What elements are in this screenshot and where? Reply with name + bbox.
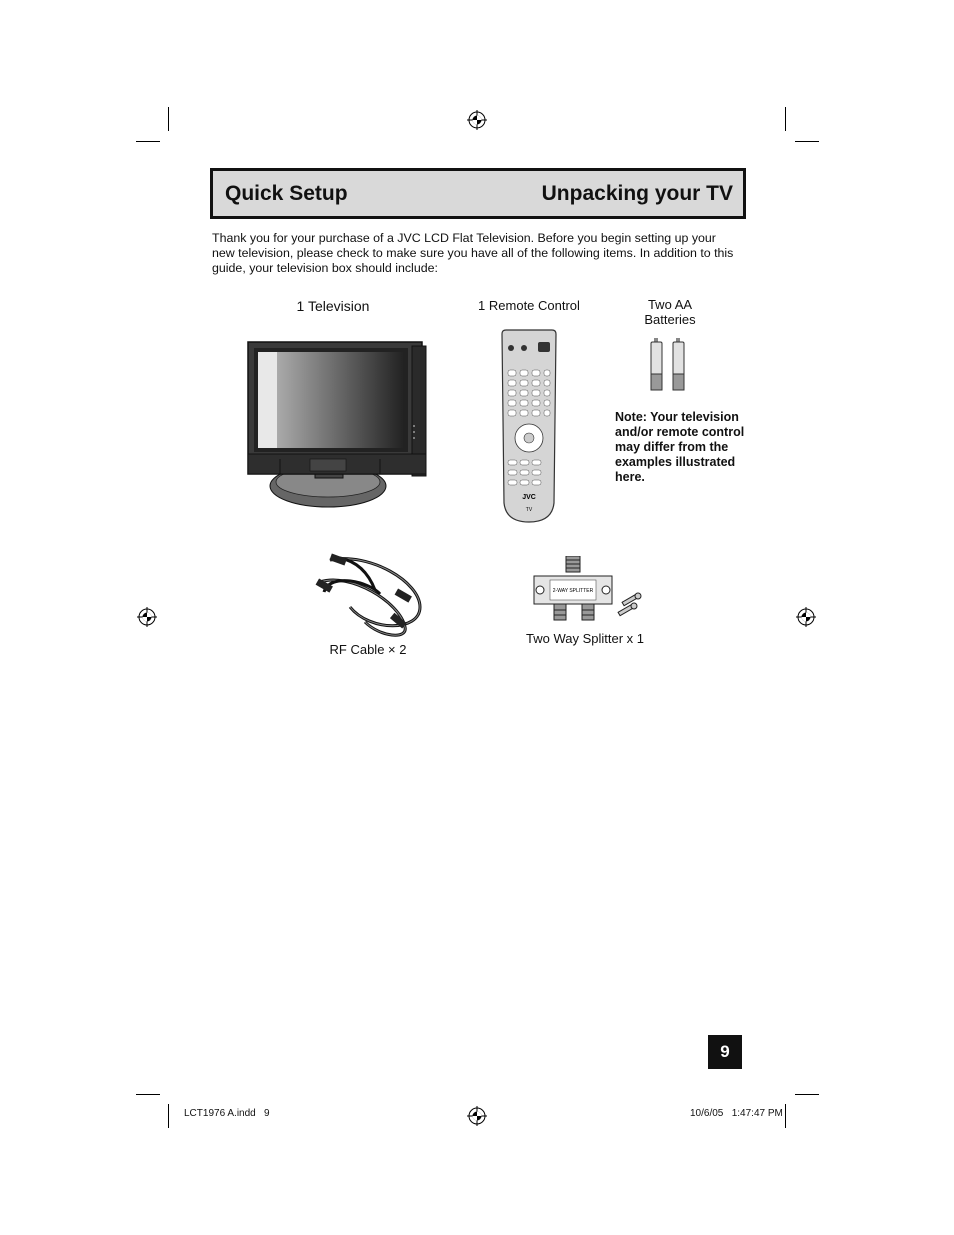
splitter-label: Two Way Splitter x 1 [526,631,644,646]
crop-mark [795,1094,819,1095]
splitter-label-print: 2-WAY SPLITTER [552,588,594,594]
crop-mark [785,107,786,131]
remote-brand: JVC [522,494,536,501]
remote-control-illustration [498,328,560,524]
footer-file: LCT1976 A.indd 9 [184,1108,270,1119]
page-number: 9 [708,1035,742,1069]
crop-mark [168,1104,169,1128]
note-text: Note: Your television and/or remote control may differ from the examples illustrated here. [615,410,745,484]
television-label: 1 Television [296,298,370,314]
crop-mark [136,1094,160,1095]
crop-mark [168,107,169,131]
crop-mark [785,1104,786,1128]
batteries-illustration [648,338,690,392]
batteries-label-line2: Batteries [644,312,696,327]
registration-mark-icon [796,607,816,627]
section-title: Quick Setup [225,182,348,205]
page-title: Unpacking your TV [541,182,733,205]
rf-cable-illustration [310,552,430,642]
intro-paragraph: Thank you for your purchase of a JVC LCD Flat Television. Before you begin setting up your new television, please check to make sure you have all of the following items. In addition to this guide, your television box should include: [212,231,734,275]
registration-mark-icon [467,1106,487,1126]
batteries-label-line1: Two AA [647,297,693,312]
footer-timestamp: 10/6/05 1:47:47 PM [690,1108,783,1119]
rf-cable-label: RF Cable × 2 [329,642,407,657]
splitter-illustration [530,556,645,626]
registration-mark-icon [467,110,487,130]
remote-label: 1 Remote Control [478,298,580,313]
crop-mark [136,141,160,142]
page-header [210,168,746,219]
television-illustration [240,336,435,512]
crop-mark [795,141,819,142]
remote-mode: TV [525,507,533,513]
registration-mark-icon [137,607,157,627]
